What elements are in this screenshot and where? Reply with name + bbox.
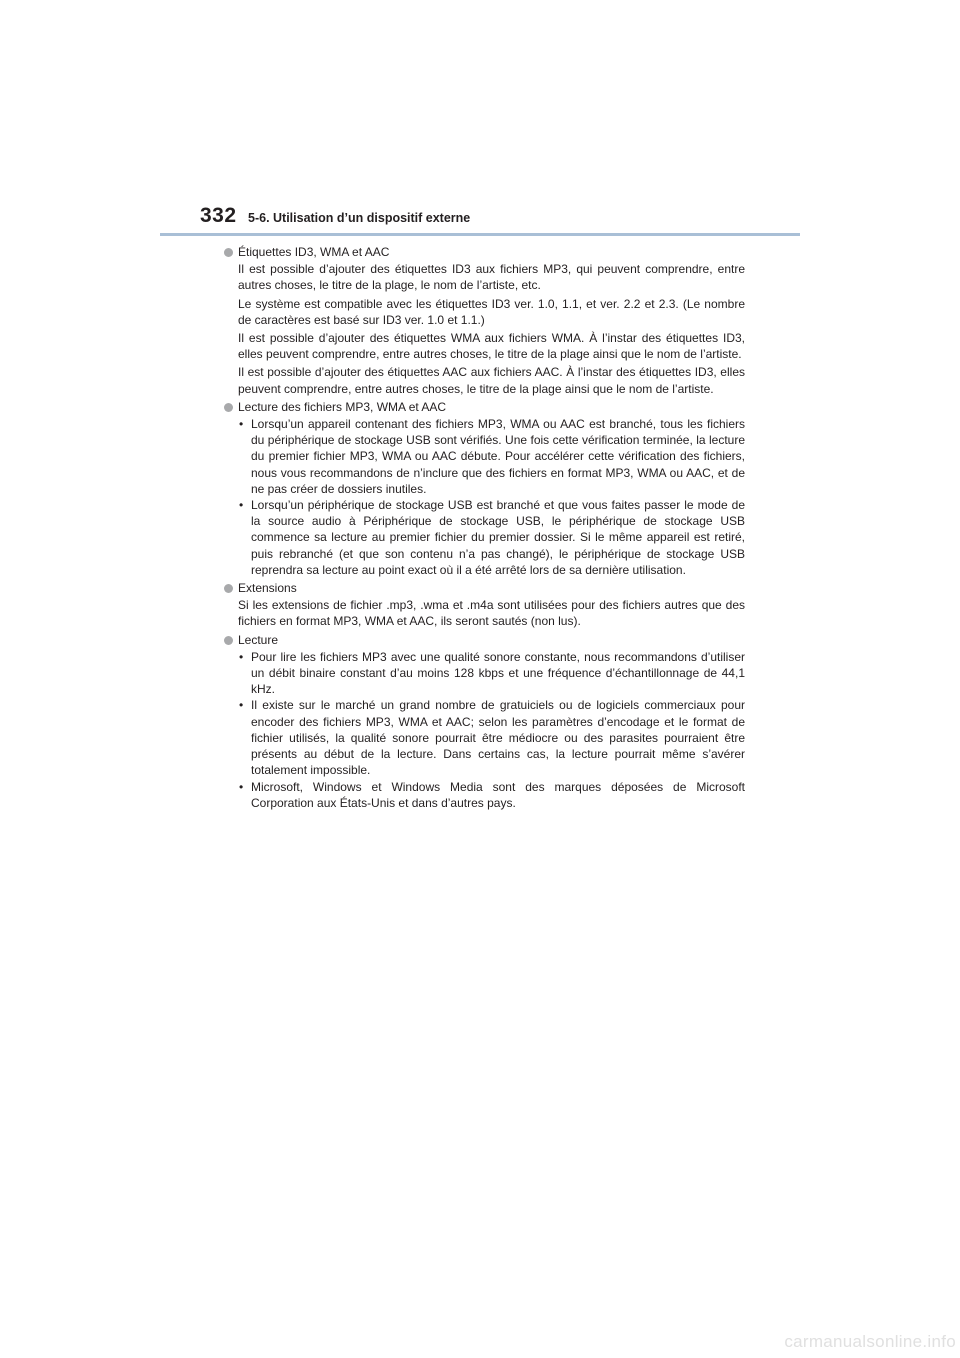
bullet-icon <box>224 248 233 257</box>
paragraph: Il est possible d’ajouter des étiquettes AAC aux fichiers AAC. À l’instar des étiquettes ID3, elles peuvent comprendre, entre autres choses, le titre de la plage ainsi que le nom de l’artiste. <box>238 365 745 396</box>
watermark: carmanualsonline.info <box>784 1332 956 1351</box>
item-title: Lecture <box>238 632 279 647</box>
paragraph: Il est possible d’ajouter des étiquettes ID3 aux fichiers MP3, qui peuvent comprendre, entre autres choses, le titre de la plage, le nom de l’artiste, etc. <box>238 262 745 293</box>
paragraph: Si les extensions de fichier .mp3, .wma et .m4a sont utilisées pour des fichiers autres que des fichiers en format MP3, WMA et AAC, ils seront sautés (non lus). <box>238 598 745 629</box>
list-item: • Il existe sur le marché un grand nombre de gratuiciels ou de logiciels commerciaux pour encoder des fichiers MP3, WMA et AAC; selon les paramètres d’encodage et le format de fichier utilisés, la qualité sonore pourrait être médiocre ou des parasites pourraient être présents au début de la lecture. Dans certains cas, la lecture pourrait même s’avérer totalement impossible. <box>238 697 745 778</box>
item-title: Lecture des fichiers MP3, WMA et AAC <box>238 399 447 414</box>
item-playback-files <box>224 399 745 578</box>
list-item: • Lorsqu’un périphérique de stockage USB est branché et que vous faites passer le mode de la source audio à Périphérique de stockage USB, le périphérique de stockage USB commence sa lecture au premier fichier du premier dossier. Si le même appareil est retiré, puis rebranché (et que son contenu n’a pas changé), le périphérique de stockage USB reprendra sa lecture au point exact où il a été arrêté lors de sa dernière utilisation. <box>238 497 745 578</box>
item-title: Étiquettes ID3, WMA et AAC <box>238 245 390 259</box>
page-content <box>224 244 745 811</box>
paragraph: Il est possible d’ajouter des étiquettes WMA aux fichiers WMA. À l’instar des étiquettes ID3, elles peuvent comprendre, entre autres choses, le titre de la plage ainsi que le nom de l’artiste. <box>238 331 745 362</box>
item-title: Extensions <box>238 581 297 596</box>
paragraph: Le système est compatible avec les étiquettes ID3 ver. 1.0, 1.1, et ver. 2.2 et 2.3. (Le nombre de caractères est basé sur ID3 ver. 1.0 et 1.1.) <box>238 296 745 327</box>
header-rule <box>160 233 800 236</box>
section-title: 5-6. Utilisation d’un dispositif externe <box>248 211 471 225</box>
item-id3-tags <box>224 244 745 397</box>
bullet-icon <box>224 584 233 593</box>
sub-list <box>238 416 745 578</box>
item-playback <box>224 632 745 811</box>
bullet-icon <box>224 636 233 645</box>
list-item: • Microsoft, Windows et Windows Media sont des marques déposées de Microsoft Corporation aux États-Unis et dans d’autres pays. <box>238 779 745 811</box>
page-header <box>200 204 800 234</box>
list-item: • Lorsqu’un appareil contenant des fichiers MP3, WMA ou AAC est branché, tous les fichiers du périphérique de stockage USB sont vérifiés. Une fois cette vérification terminée, la lecture du premier fichier MP3, WMA ou AAC débute. Pour accélérer cette vérification des fichiers, nous vous recommandons de n’inclure que des fichiers en format MP3, WMA ou AAC, et de ne pas créer de dossiers inutiles. <box>238 416 745 497</box>
item-extensions <box>224 580 745 630</box>
sub-list <box>238 649 745 811</box>
list-item: • Pour lire les fichiers MP3 avec une qualité sonore constante, nous recommandons d’utiliser un débit binaire constant d’au moins 128 kbps et une fréquence d’échantillonnage de 44,1 kHz. <box>238 649 745 698</box>
bullet-icon <box>224 403 233 412</box>
page-number: 332 <box>200 204 237 227</box>
